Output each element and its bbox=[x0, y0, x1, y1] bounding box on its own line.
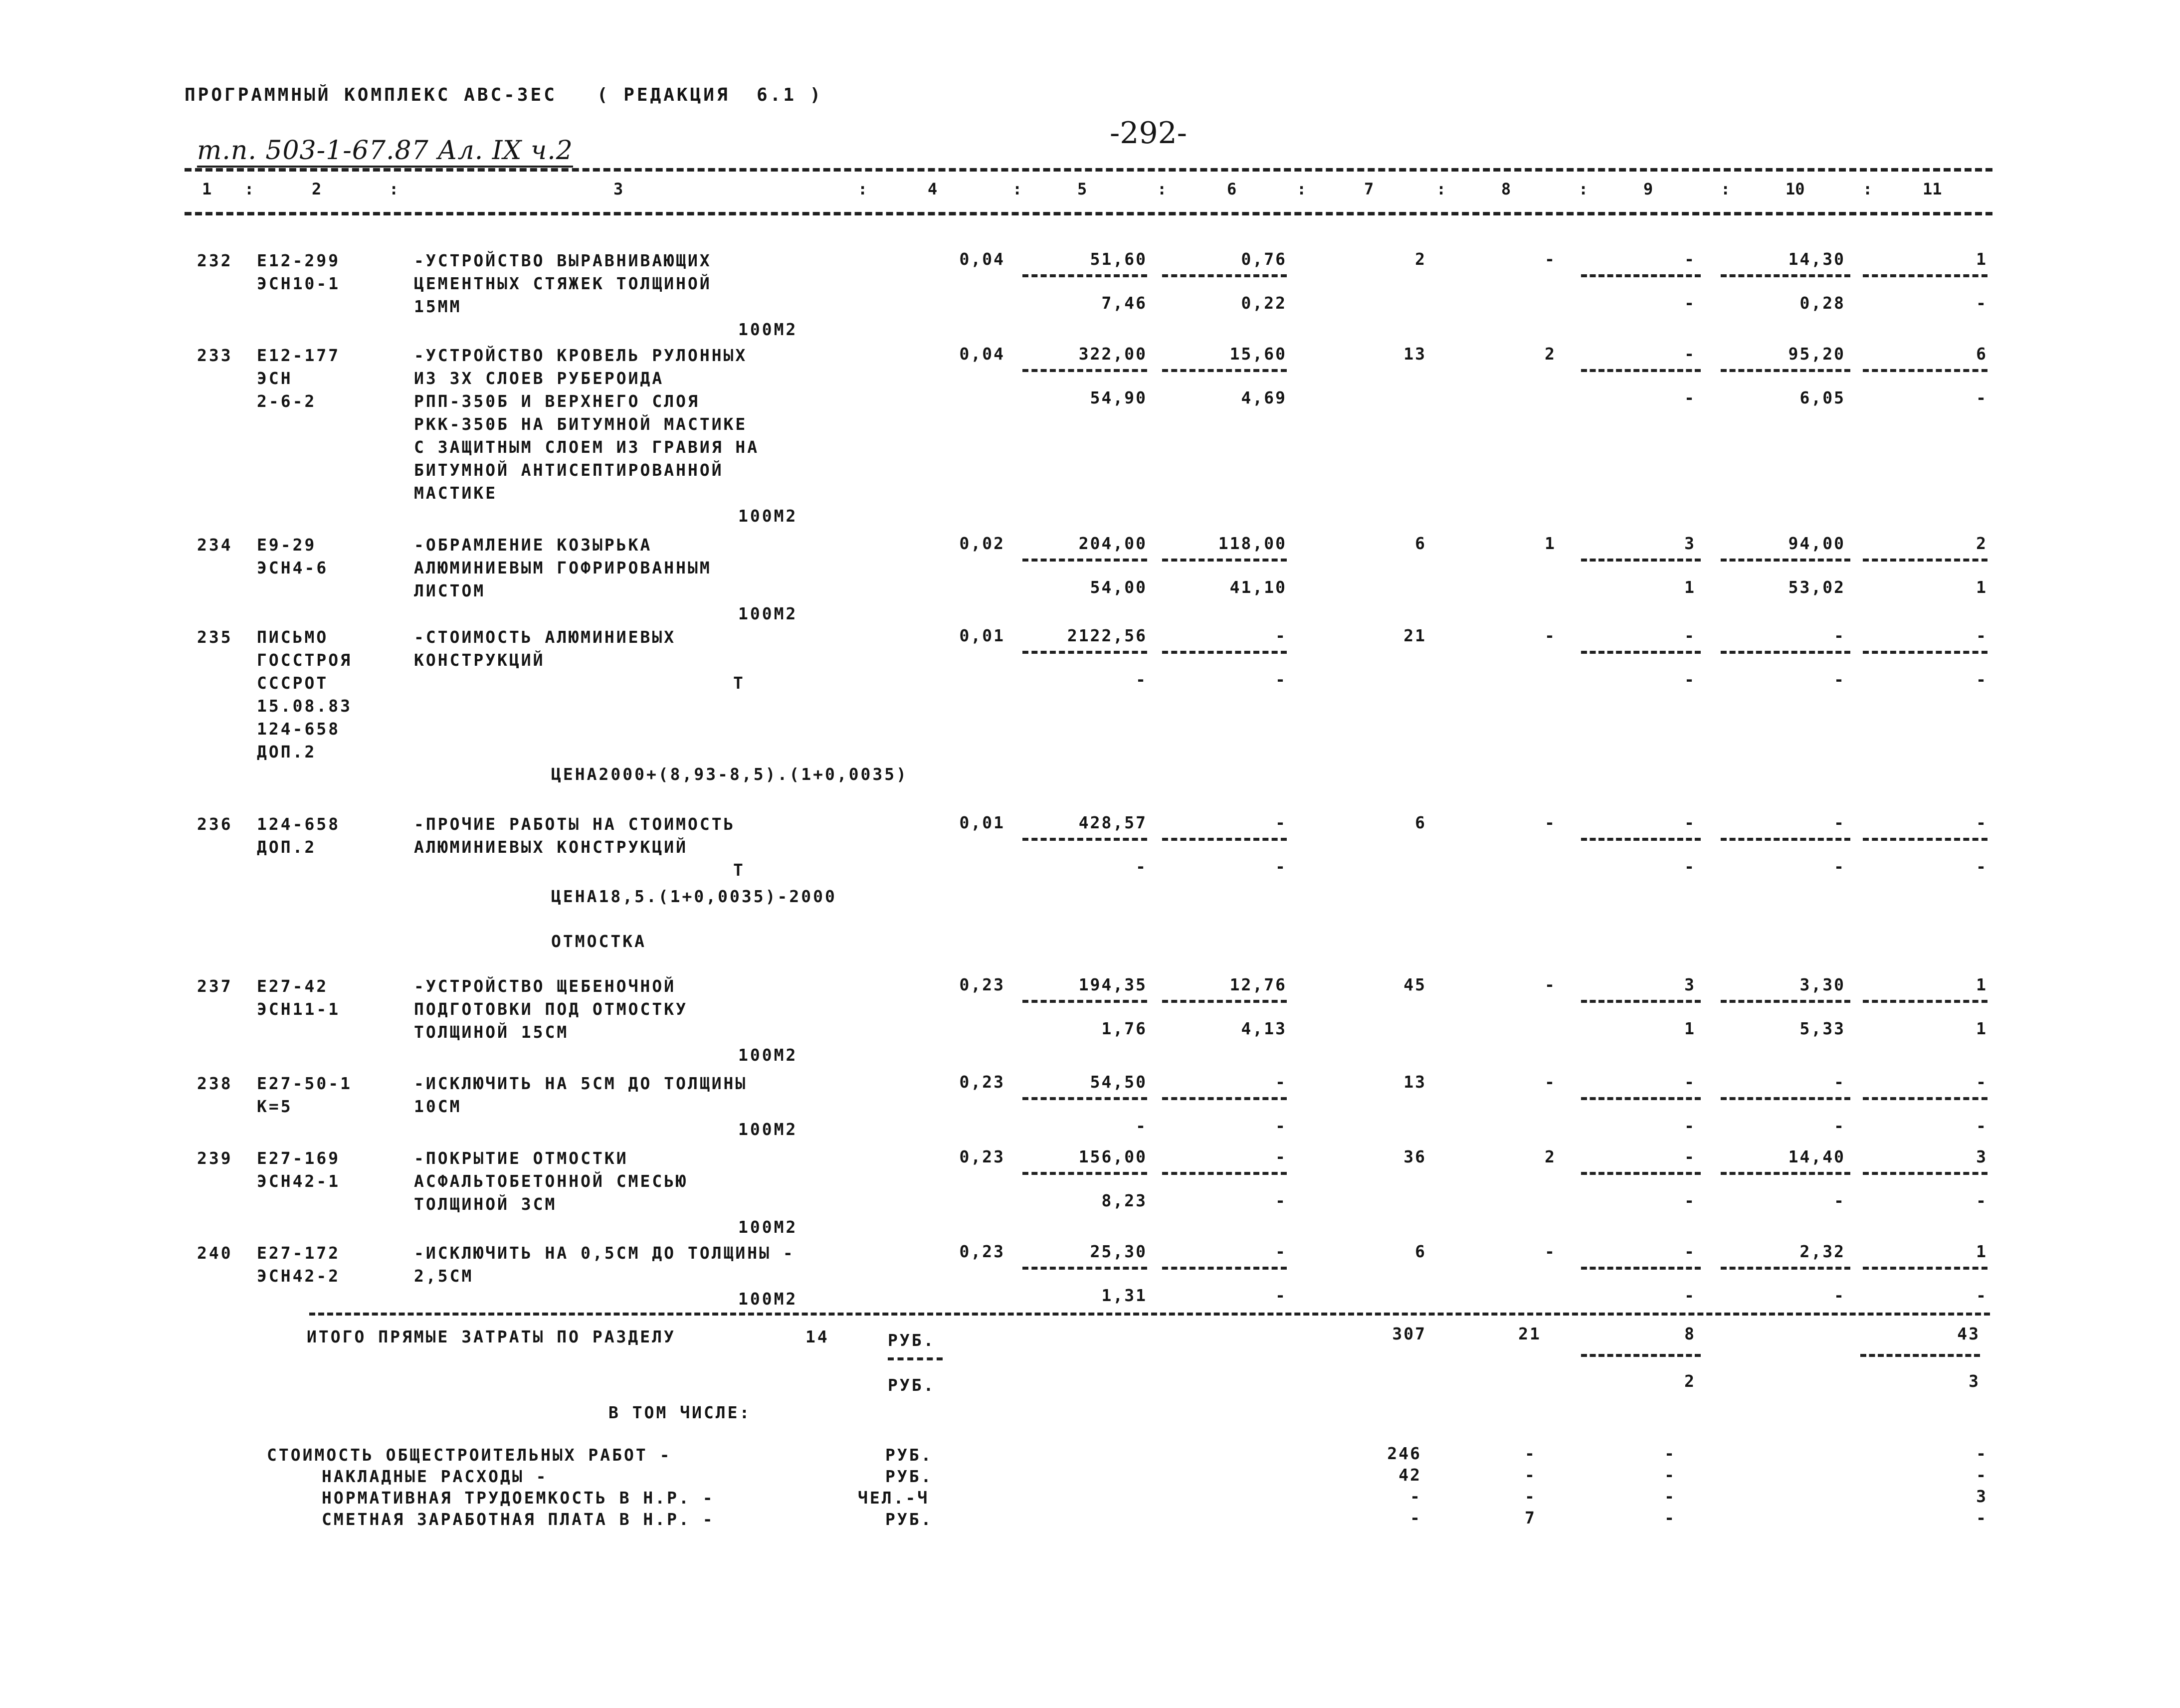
totals-section-no: 14 bbox=[805, 1327, 829, 1346]
row-col11: 1 bbox=[1976, 249, 1987, 269]
row-divider-c9 bbox=[1581, 1000, 1701, 1003]
breakdown-col7: 42 bbox=[1398, 1465, 1421, 1485]
totals-unit: РУБ. bbox=[888, 1330, 936, 1350]
row-code: Е9-29 bbox=[257, 535, 317, 555]
row-col10-b: - bbox=[1834, 1116, 1845, 1136]
row-col7: 45 bbox=[1403, 975, 1426, 994]
row-divider-c6 bbox=[1162, 1267, 1287, 1270]
row-number: 234 bbox=[197, 535, 233, 555]
row-col5-b: 1,31 bbox=[1101, 1286, 1147, 1305]
row-number: 238 bbox=[197, 1074, 233, 1093]
row-col5-b: 54,00 bbox=[1090, 577, 1147, 597]
row-price-formula: ЦЕНА18,5.(1+0,0035)-2000 bbox=[551, 887, 837, 906]
row-description: ЦЕМЕНТНЫХ СТЯЖЕК ТОЛЩИНОЙ bbox=[414, 274, 712, 293]
breakdown-col8: - bbox=[1525, 1487, 1536, 1506]
row-col10: 3,30 bbox=[1799, 975, 1845, 994]
row-col9-b: - bbox=[1684, 293, 1696, 313]
row-description: ТОЛЩИНОЙ 15СМ bbox=[414, 1022, 569, 1042]
colnum-separator: : bbox=[1012, 180, 1022, 198]
row-col6: 15,60 bbox=[1229, 344, 1287, 364]
row-col9: - bbox=[1684, 1072, 1696, 1092]
row-description: 15ММ bbox=[414, 297, 462, 316]
row-col6: 0,76 bbox=[1241, 249, 1287, 269]
row-col11-b: 1 bbox=[1976, 1019, 1987, 1038]
row-col8: - bbox=[1545, 626, 1556, 645]
row-col7: 6 bbox=[1415, 534, 1426, 553]
row-col10-b: 53,02 bbox=[1788, 577, 1845, 597]
row-divider-c5 bbox=[1022, 369, 1147, 372]
row-description: ПОДГОТОВКИ ПОД ОТМОСТКУ bbox=[414, 999, 688, 1019]
row-description: С ЗАЩИТНЫМ СЛОЕМ ИЗ ГРАВИЯ НА bbox=[414, 437, 760, 457]
breakdown-col8: 7 bbox=[1525, 1508, 1536, 1527]
totals-col11-divider bbox=[1860, 1354, 1980, 1357]
row-col6-b: - bbox=[1275, 1116, 1287, 1136]
row-code: Е27-50-1 bbox=[257, 1074, 352, 1093]
row-divider-c9 bbox=[1581, 1172, 1701, 1175]
row-unit: 100М2 bbox=[738, 506, 798, 526]
row-code: ЭСН42-1 bbox=[257, 1171, 341, 1191]
row-divider-c11 bbox=[1863, 1000, 1987, 1003]
breakdown-label: НОРМАТИВНАЯ ТРУДОЕМКОСТЬ В Н.Р. - bbox=[322, 1488, 715, 1508]
row-description: ИЗ 3Х СЛОЕВ РУБЕРОИДА bbox=[414, 369, 664, 388]
totals-col8: 21 bbox=[1518, 1324, 1541, 1343]
row-code: Е27-42 bbox=[257, 976, 329, 996]
totals-col9: 8 bbox=[1684, 1324, 1696, 1343]
row-col8: 2 bbox=[1545, 1147, 1556, 1166]
row-col11-b: - bbox=[1976, 293, 1987, 313]
row-divider-c9 bbox=[1581, 651, 1701, 654]
row-divider-c9 bbox=[1581, 1097, 1701, 1100]
row-col7: 6 bbox=[1415, 813, 1426, 832]
row-code: 2-6-2 bbox=[257, 391, 317, 411]
row-divider-c5 bbox=[1022, 651, 1147, 654]
row-divider-c10 bbox=[1721, 369, 1850, 372]
row-quantity: 0,01 bbox=[959, 813, 1005, 832]
row-divider-c11 bbox=[1863, 1097, 1987, 1100]
row-col11: - bbox=[1976, 1072, 1987, 1092]
row-col6-b: 4,69 bbox=[1241, 388, 1287, 407]
row-divider-c10 bbox=[1721, 1000, 1850, 1003]
row-col6-b: - bbox=[1275, 1286, 1287, 1305]
row-col6: 12,76 bbox=[1229, 975, 1287, 994]
totals-unit-divider bbox=[888, 1357, 943, 1360]
row-col7: 36 bbox=[1403, 1147, 1426, 1166]
totals-col11: 43 bbox=[1957, 1324, 1980, 1343]
row-divider-c9 bbox=[1581, 838, 1701, 841]
row-code: К=5 bbox=[257, 1097, 293, 1116]
breakdown-col9: - bbox=[1664, 1487, 1676, 1506]
row-col9-b: - bbox=[1684, 1286, 1696, 1305]
row-code: ЭСН42-2 bbox=[257, 1266, 341, 1286]
row-divider-c5 bbox=[1022, 1172, 1147, 1175]
row-col5: 322,00 bbox=[1078, 344, 1147, 364]
row-quantity: 0,04 bbox=[959, 249, 1005, 269]
row-col9-b: 1 bbox=[1684, 1019, 1696, 1038]
row-col8: - bbox=[1545, 1072, 1556, 1092]
row-col5: 2122,56 bbox=[1067, 626, 1147, 645]
row-col6: - bbox=[1275, 1242, 1287, 1261]
row-unit: 100М2 bbox=[738, 1120, 798, 1139]
totals-unit-2: РУБ. bbox=[888, 1375, 936, 1395]
program-header: ПРОГРАММНЫЙ КОМПЛЕКС АВС-ЗЕС ( РЕДАКЦИЯ 6.1 ) bbox=[185, 85, 823, 105]
row-description: -УСТРОЙСТВО КРОВЕЛЬ РУЛОННЫХ bbox=[414, 346, 748, 365]
row-description: АЛЮМИНИЕВЫХ КОНСТРУКЦИЙ bbox=[414, 837, 688, 857]
row-description: -ИСКЛЮЧИТЬ НА 5СМ ДО ТОЛЩИНЫ bbox=[414, 1074, 748, 1093]
breakdown-unit: РУБ. bbox=[885, 1467, 933, 1486]
project-stamp: т.п. 503-1-67.87 Ал. IX ч.2 bbox=[197, 136, 573, 168]
row-col8: - bbox=[1545, 813, 1556, 832]
row-description: -ПОКРЫТИЕ ОТМОСТКИ bbox=[414, 1148, 628, 1168]
row-col8: 2 bbox=[1545, 344, 1556, 364]
breakdown-col9: - bbox=[1664, 1508, 1676, 1527]
totals-col7: 307 bbox=[1392, 1324, 1426, 1343]
row-divider-c10 bbox=[1721, 838, 1850, 841]
colnum-10: 10 bbox=[1785, 180, 1805, 198]
colnum-separator: : bbox=[1721, 180, 1731, 198]
row-col5: 54,50 bbox=[1090, 1072, 1147, 1092]
row-col6-b: 41,10 bbox=[1229, 577, 1287, 597]
row-col9-b: 1 bbox=[1684, 577, 1696, 597]
row-divider-c11 bbox=[1863, 369, 1987, 372]
breakdown-label: СТОИМОСТЬ ОБЩЕСТРОИТЕЛЬНЫХ РАБОТ - bbox=[267, 1445, 672, 1465]
colnum-separator: : bbox=[389, 180, 399, 198]
colnum-7: 7 bbox=[1364, 180, 1374, 198]
row-col11-b: 1 bbox=[1976, 577, 1987, 597]
row-col8: - bbox=[1545, 1242, 1556, 1261]
row-divider-c5 bbox=[1022, 838, 1147, 841]
row-divider-c9 bbox=[1581, 274, 1701, 277]
row-col5-b: 54,90 bbox=[1090, 388, 1147, 407]
row-divider-c9 bbox=[1581, 1267, 1701, 1270]
breakdown-col7: - bbox=[1410, 1508, 1421, 1527]
row-description: БИТУМНОЙ АНТИСЕПТИРОВАННОЙ bbox=[414, 460, 724, 480]
row-code: Е27-172 bbox=[257, 1243, 341, 1263]
row-col6: 118,00 bbox=[1218, 534, 1287, 553]
row-col5: 156,00 bbox=[1078, 1147, 1147, 1166]
row-quantity: 0,23 bbox=[959, 975, 1005, 994]
row-divider-c5 bbox=[1022, 1000, 1147, 1003]
row-col6: - bbox=[1275, 813, 1287, 832]
row-col9: - bbox=[1684, 344, 1696, 364]
colnum-4: 4 bbox=[928, 180, 938, 198]
row-col11: 1 bbox=[1976, 1242, 1987, 1261]
row-description: ТОЛЩИНОЙ 3СМ bbox=[414, 1194, 557, 1214]
row-col6-b: - bbox=[1275, 670, 1287, 689]
row-divider-c6 bbox=[1162, 274, 1287, 277]
row-col6-b: - bbox=[1275, 857, 1287, 876]
row-col5: 194,35 bbox=[1078, 975, 1147, 994]
row-unit: Т bbox=[733, 673, 745, 693]
row-col10: 95,20 bbox=[1788, 344, 1845, 364]
row-divider-c6 bbox=[1162, 1000, 1287, 1003]
row-col9-b: - bbox=[1684, 670, 1696, 689]
colnum-9: 9 bbox=[1643, 180, 1653, 198]
breakdown-col8: - bbox=[1525, 1444, 1536, 1463]
row-col10: - bbox=[1834, 813, 1845, 832]
row-code: 124-658 bbox=[257, 719, 341, 739]
row-code: 15.08.83 bbox=[257, 696, 352, 716]
including-label: В ТОМ ЧИСЛЕ: bbox=[608, 1403, 752, 1422]
row-col11-b: - bbox=[1976, 1191, 1987, 1210]
breakdown-label: НАКЛАДНЫЕ РАСХОДЫ - bbox=[322, 1467, 548, 1486]
colnum-8: 8 bbox=[1501, 180, 1511, 198]
row-price-formula: ЦЕНА2000+(8,93-8,5).(1+0,0035) bbox=[551, 764, 909, 784]
row-code: Е12-177 bbox=[257, 346, 341, 365]
row-col10-b: - bbox=[1834, 1191, 1845, 1210]
row-number: 239 bbox=[197, 1148, 233, 1168]
breakdown-label: СМЕТНАЯ ЗАРАБОТНАЯ ПЛАТА В Н.Р. - bbox=[322, 1510, 715, 1529]
row-col8: - bbox=[1545, 975, 1556, 994]
row-unit: 100М2 bbox=[738, 1217, 798, 1237]
row-divider-c11 bbox=[1863, 1172, 1987, 1175]
row-divider-c10 bbox=[1721, 1097, 1850, 1100]
row-col5: 204,00 bbox=[1078, 534, 1147, 553]
row-divider-c10 bbox=[1721, 651, 1850, 654]
row-col11: 1 bbox=[1976, 975, 1987, 994]
row-divider-c10 bbox=[1721, 559, 1850, 562]
row-col10: 14,30 bbox=[1788, 249, 1845, 269]
row-divider-c9 bbox=[1581, 369, 1701, 372]
row-number: 232 bbox=[197, 251, 233, 270]
header-bottom-rule bbox=[185, 212, 1992, 215]
row-quantity: 0,23 bbox=[959, 1147, 1005, 1166]
row-description: АСФАЛЬТОБЕТОННОЙ СМЕСЬЮ bbox=[414, 1171, 688, 1191]
row-col7: 13 bbox=[1403, 344, 1426, 364]
row-divider-c6 bbox=[1162, 651, 1287, 654]
breakdown-col7: 246 bbox=[1387, 1444, 1421, 1463]
row-col11: - bbox=[1976, 626, 1987, 645]
row-col5-b: - bbox=[1136, 857, 1147, 876]
row-col9: - bbox=[1684, 1147, 1696, 1166]
row-col10: - bbox=[1834, 1072, 1845, 1092]
breakdown-unit: РУБ. bbox=[885, 1445, 933, 1465]
row-col9-b: - bbox=[1684, 1116, 1696, 1136]
row-col9-b: - bbox=[1684, 1191, 1696, 1210]
row-divider-c5 bbox=[1022, 274, 1147, 277]
colnum-separator: : bbox=[1579, 180, 1588, 198]
row-col11-b: - bbox=[1976, 857, 1987, 876]
row-col10-b: 0,28 bbox=[1799, 293, 1845, 313]
row-quantity: 0,04 bbox=[959, 344, 1005, 364]
row-col9: - bbox=[1684, 1242, 1696, 1261]
row-col10: 94,00 bbox=[1788, 534, 1845, 553]
row-col6-b: 0,22 bbox=[1241, 293, 1287, 313]
row-col5: 25,30 bbox=[1090, 1242, 1147, 1261]
row-code: 124-658 bbox=[257, 814, 341, 834]
row-col5-b: - bbox=[1136, 670, 1147, 689]
row-description: -ОБРАМЛЕНИЕ КОЗЫРЬКА bbox=[414, 535, 652, 555]
breakdown-col7: - bbox=[1410, 1487, 1421, 1506]
row-unit: Т bbox=[733, 860, 745, 880]
breakdown-col8: - bbox=[1525, 1465, 1536, 1485]
row-col9-b: - bbox=[1684, 857, 1696, 876]
row-divider-c5 bbox=[1022, 559, 1147, 562]
row-code: Е27-169 bbox=[257, 1148, 341, 1168]
row-col11-b: - bbox=[1976, 388, 1987, 407]
row-divider-c6 bbox=[1162, 559, 1287, 562]
row-col6: - bbox=[1275, 1147, 1287, 1166]
row-code: ДОП.2 bbox=[257, 837, 317, 857]
row-col11-b: - bbox=[1976, 670, 1987, 689]
row-quantity: 0,23 bbox=[959, 1072, 1005, 1092]
row-description: -ИСКЛЮЧИТЬ НА 0,5СМ ДО ТОЛЩИНЫ - bbox=[414, 1243, 795, 1263]
section-title: ОТМОСТКА bbox=[551, 932, 646, 951]
colnum-separator: : bbox=[1863, 180, 1873, 198]
row-code: СССРОТ bbox=[257, 673, 329, 693]
row-code: ЭСН11-1 bbox=[257, 999, 341, 1019]
breakdown-unit: РУБ. bbox=[885, 1510, 933, 1529]
row-description: 10СМ bbox=[414, 1097, 462, 1116]
row-divider-c11 bbox=[1863, 274, 1987, 277]
row-col9: - bbox=[1684, 813, 1696, 832]
breakdown-unit: ЧЕЛ.-Ч bbox=[858, 1488, 930, 1508]
row-description: -УСТРОЙСТВО ЩЕБЕНОЧНОЙ bbox=[414, 976, 676, 996]
row-number: 233 bbox=[197, 346, 233, 365]
row-col9: 3 bbox=[1684, 534, 1696, 553]
row-code: ЭСН bbox=[257, 369, 293, 388]
row-col11: 6 bbox=[1976, 344, 1987, 364]
colnum-separator: : bbox=[1157, 180, 1167, 198]
row-col11-b: - bbox=[1976, 1286, 1987, 1305]
row-quantity: 0,01 bbox=[959, 626, 1005, 645]
row-col7: 2 bbox=[1415, 249, 1426, 269]
row-divider-c5 bbox=[1022, 1267, 1147, 1270]
colnum-separator: : bbox=[1436, 180, 1446, 198]
row-col5-b: 7,46 bbox=[1101, 293, 1147, 313]
row-col8: - bbox=[1545, 249, 1556, 269]
row-col9: - bbox=[1684, 626, 1696, 645]
header-top-rule bbox=[185, 168, 1992, 172]
row-unit: 100М2 bbox=[738, 1289, 798, 1309]
row-col7: 13 bbox=[1403, 1072, 1426, 1092]
row-divider-c10 bbox=[1721, 1172, 1850, 1175]
row-divider-c6 bbox=[1162, 369, 1287, 372]
row-description: РПП-350Б И ВЕРХНЕГО СЛОЯ bbox=[414, 391, 700, 411]
row-col10-b: - bbox=[1834, 857, 1845, 876]
colnum-2: 2 bbox=[312, 180, 322, 198]
row-col7: 21 bbox=[1403, 626, 1426, 645]
row-quantity: 0,23 bbox=[959, 1242, 1005, 1261]
row-col9: 3 bbox=[1684, 975, 1696, 994]
row-col7: 6 bbox=[1415, 1242, 1426, 1261]
totals-col9-divider bbox=[1581, 1354, 1701, 1357]
row-col9-b: - bbox=[1684, 388, 1696, 407]
row-divider-c11 bbox=[1863, 559, 1987, 562]
row-col10-b: 5,33 bbox=[1799, 1019, 1845, 1038]
row-col11: - bbox=[1976, 813, 1987, 832]
row-description: АЛЮМИНИЕВЫМ ГОФРИРОВАННЫМ bbox=[414, 558, 712, 577]
row-col6: - bbox=[1275, 626, 1287, 645]
row-number: 240 bbox=[197, 1243, 233, 1263]
colnum-separator: : bbox=[244, 180, 254, 198]
row-divider-c6 bbox=[1162, 1172, 1287, 1175]
row-code: ГОССТРОЯ bbox=[257, 650, 352, 670]
row-number: 236 bbox=[197, 814, 233, 834]
row-col6-b: 4,13 bbox=[1241, 1019, 1287, 1038]
row-col10: 2,32 bbox=[1799, 1242, 1845, 1261]
row-description: 2,5СМ bbox=[414, 1266, 474, 1286]
row-col6-b: - bbox=[1275, 1191, 1287, 1210]
row-col10-b: - bbox=[1834, 1286, 1845, 1305]
row-col10-b: - bbox=[1834, 670, 1845, 689]
row-description: -ПРОЧИЕ РАБОТЫ НА СТОИМОСТЬ bbox=[414, 814, 736, 834]
row-col5: 428,57 bbox=[1078, 813, 1147, 832]
breakdown-col11: - bbox=[1976, 1444, 1987, 1463]
row-divider-c6 bbox=[1162, 838, 1287, 841]
row-col10-b: 6,05 bbox=[1799, 388, 1845, 407]
row-code: Е12-299 bbox=[257, 251, 341, 270]
row-code: ПИСЬМО bbox=[257, 627, 329, 647]
row-description: КОНСТРУКЦИЙ bbox=[414, 650, 545, 670]
row-unit: 100М2 bbox=[738, 1045, 798, 1065]
totals-col9-b: 2 bbox=[1684, 1371, 1696, 1391]
colnum-6: 6 bbox=[1227, 180, 1237, 198]
totals-label: ИТОГО ПРЯМЫЕ ЗАТРАТЫ ПО РАЗДЕЛУ bbox=[307, 1327, 676, 1346]
row-divider-c5 bbox=[1022, 1097, 1147, 1100]
row-col5-b: 8,23 bbox=[1101, 1191, 1147, 1210]
row-col8: 1 bbox=[1545, 534, 1556, 553]
row-description: -СТОИМОСТЬ АЛЮМИНИЕВЫХ bbox=[414, 627, 676, 647]
colnum-separator: : bbox=[1297, 180, 1307, 198]
row-col11: 3 bbox=[1976, 1147, 1987, 1166]
colnum-3: 3 bbox=[613, 180, 623, 198]
row-number: 237 bbox=[197, 976, 233, 996]
row-code: ДОП.2 bbox=[257, 742, 317, 761]
row-col10: 14,40 bbox=[1788, 1147, 1845, 1166]
totals-rule bbox=[309, 1313, 1990, 1316]
row-col5-b: 1,76 bbox=[1101, 1019, 1147, 1038]
colnum-separator: : bbox=[858, 180, 868, 198]
row-quantity: 0,02 bbox=[959, 534, 1005, 553]
row-code: ЭСН10-1 bbox=[257, 274, 341, 293]
row-divider-c10 bbox=[1721, 274, 1850, 277]
totals-col11-b: 3 bbox=[1969, 1371, 1980, 1391]
row-description: -УСТРОЙСТВО ВЫРАВНИВАЮЩИХ bbox=[414, 251, 712, 270]
row-divider-c10 bbox=[1721, 1267, 1850, 1270]
row-unit: 100М2 bbox=[738, 320, 798, 339]
row-description: ЛИСТОМ bbox=[414, 581, 486, 600]
breakdown-col11: 3 bbox=[1976, 1487, 1987, 1506]
row-divider-c11 bbox=[1863, 838, 1987, 841]
breakdown-col11: - bbox=[1976, 1508, 1987, 1527]
row-code: ЭСН4-6 bbox=[257, 558, 329, 577]
row-divider-c11 bbox=[1863, 1267, 1987, 1270]
row-divider-c9 bbox=[1581, 559, 1701, 562]
colnum-5: 5 bbox=[1077, 180, 1087, 198]
page-number: -292- bbox=[1110, 116, 1188, 151]
row-col11: 2 bbox=[1976, 534, 1987, 553]
row-col11-b: - bbox=[1976, 1116, 1987, 1136]
row-divider-c11 bbox=[1863, 651, 1987, 654]
row-col5-b: - bbox=[1136, 1116, 1147, 1136]
row-description: РКК-350Б НА БИТУМНОЙ МАСТИКЕ bbox=[414, 414, 748, 434]
row-col9: - bbox=[1684, 249, 1696, 269]
breakdown-col11: - bbox=[1976, 1465, 1987, 1485]
breakdown-col9: - bbox=[1664, 1465, 1676, 1485]
row-description: МАСТИКЕ bbox=[414, 483, 498, 503]
breakdown-col9: - bbox=[1664, 1444, 1676, 1463]
row-divider-c6 bbox=[1162, 1097, 1287, 1100]
row-number: 235 bbox=[197, 627, 233, 647]
row-col10: - bbox=[1834, 626, 1845, 645]
colnum-11: 11 bbox=[1923, 180, 1942, 198]
row-unit: 100М2 bbox=[738, 604, 798, 623]
row-col5: 51,60 bbox=[1090, 249, 1147, 269]
row-col6: - bbox=[1275, 1072, 1287, 1092]
colnum-1: 1 bbox=[202, 180, 212, 198]
